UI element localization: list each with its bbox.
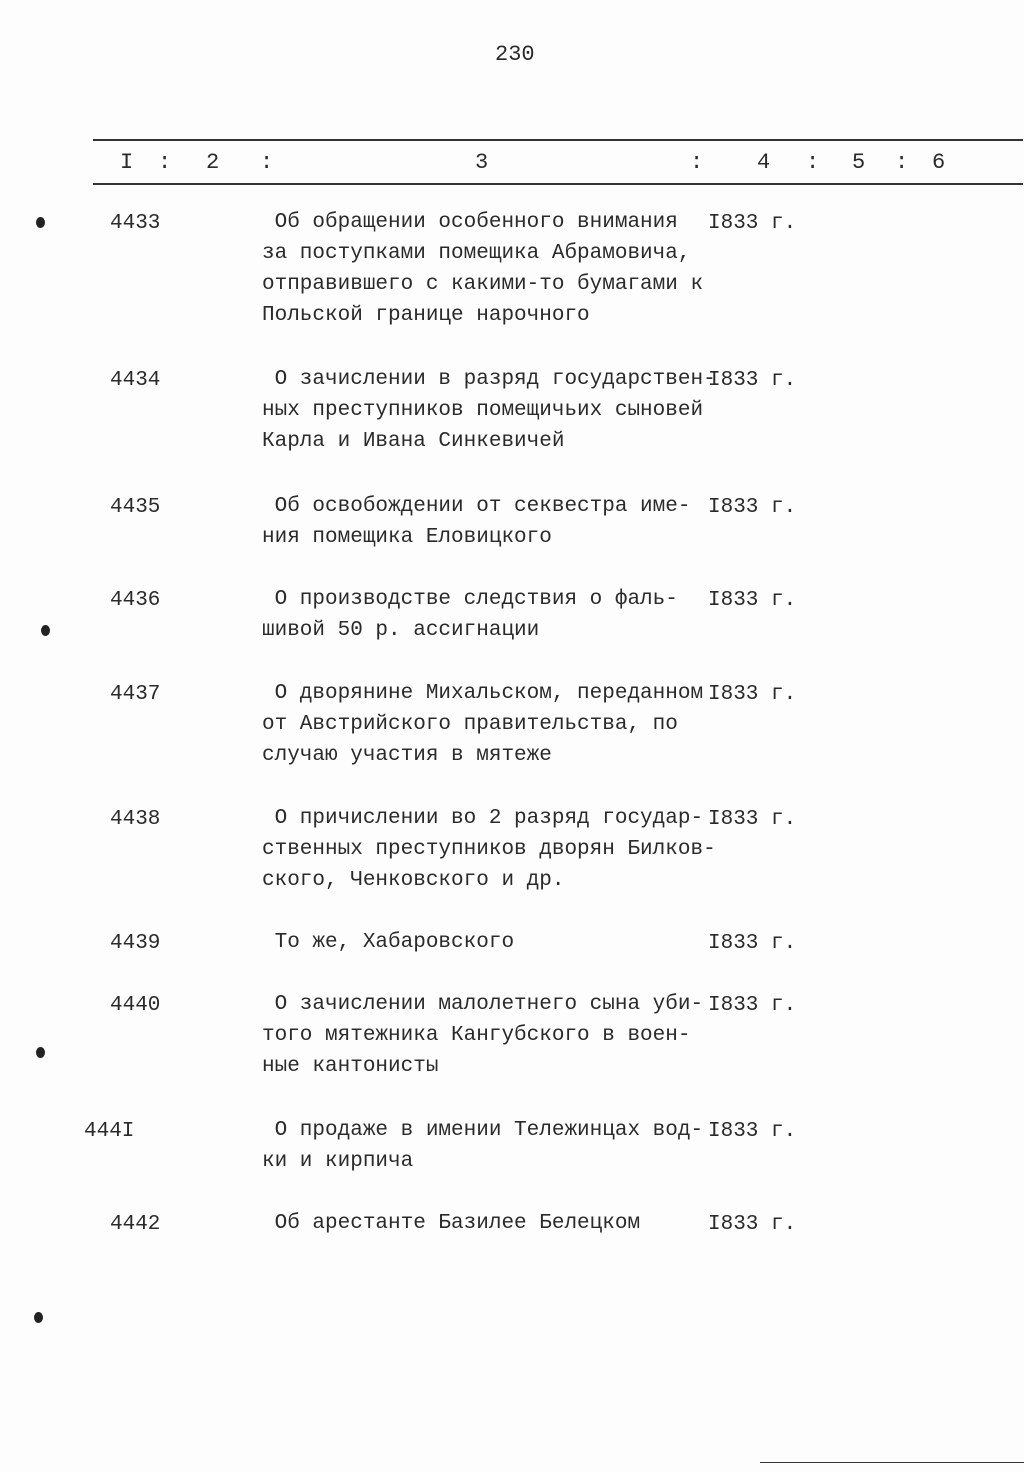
header-top-rule [93,139,1023,141]
col-sep: : [895,150,909,175]
entry-title-line: О продаже в имении Тележинцах вод- [262,1119,704,1142]
page-number: 230 [495,42,535,67]
punch-hole-mark [36,1047,45,1058]
entry-title-line: О дворянине Михальском, переданном [262,682,704,705]
entry-title-line: Карла и Ивана Синкевичей [262,430,565,453]
entry-number: 4440 [110,994,161,1017]
entry-number: 4436 [110,589,161,612]
col-sep: : [690,150,704,175]
entry-year: I833 г. [708,932,797,955]
punch-hole-mark [36,217,45,228]
col-sep: : [260,150,274,175]
col-sep: : [806,150,820,175]
entry-title-line: Об обращении особенного внимания [262,211,678,234]
entry-title-line: шивой 50 р. ассигнации [262,619,540,642]
entry-year: I833 г. [708,683,797,706]
entry-year: I833 г. [708,496,797,519]
entry-title-line: ные кантонисты [262,1055,439,1078]
entry-number: 4438 [110,808,161,831]
entry-title-line: отправившего с какими-то бумагами к [262,273,704,296]
col-header-6: 6 [932,150,946,175]
entry-year: I833 г. [708,212,797,235]
col-sep: : [158,150,172,175]
entry-year: I833 г. [708,589,797,612]
entry-title-line: Об освобождении от секвестра име- [262,495,691,518]
punch-hole-mark [34,1312,43,1323]
entry-title-line: ского, Ченковского и др. [262,869,565,892]
entry-title-line: О производстве следствия о фаль- [262,588,678,611]
entry-year: I833 г. [708,1213,797,1236]
entry-title-line: Об арестанте Базилее Белецком [262,1212,641,1235]
entry-title-line: О причислении во 2 разряд государ- [262,807,704,830]
entry-number: 4435 [110,496,161,519]
entry-title-line: О зачислении малолетнего сына уби- [262,993,704,1016]
entry-title-line: Польской границе нарочного [262,304,590,327]
col-header-5: 5 [852,150,866,175]
entry-number: 4437 [110,683,161,706]
punch-hole-mark [41,625,50,636]
entry-number: 4433 [110,212,161,235]
col-header-2: 2 [206,150,220,175]
col-header-3: 3 [475,150,489,175]
bottom-rule [760,1462,1024,1463]
entry-title-line: за поступками помещика Абрамовича, [262,242,691,265]
col-header-1: I [120,150,134,175]
entry-title-line: ния помещика Еловицкого [262,526,552,549]
entry-year: I833 г. [708,1120,797,1143]
entry-title-line: О зачислении в разряд государствен- [262,368,716,391]
header-bottom-rule [93,183,1023,185]
col-header-4: 4 [757,150,771,175]
entry-title-line: того мятежника Кангубского в воен- [262,1024,691,1047]
entry-title-line: ственных преступников дворян Билков- [262,838,716,861]
entry-title-line: от Австрийского правительства, по [262,713,678,736]
entry-year: I833 г. [708,369,797,392]
entry-number: 4434 [110,369,161,392]
entry-title-line: ки и кирпича [262,1150,414,1173]
entry-title-line: То же, Хабаровского [262,931,515,954]
entry-number: 4439 [110,932,161,955]
entry-title-line: случаю участия в мятеже [262,744,552,767]
entry-number: 4442 [110,1213,161,1236]
entry-title-line: ных преступников помещичьих сыновей [262,399,704,422]
entry-year: I833 г. [708,994,797,1017]
entry-year: I833 г. [708,808,797,831]
entry-number: 444I [84,1120,135,1143]
